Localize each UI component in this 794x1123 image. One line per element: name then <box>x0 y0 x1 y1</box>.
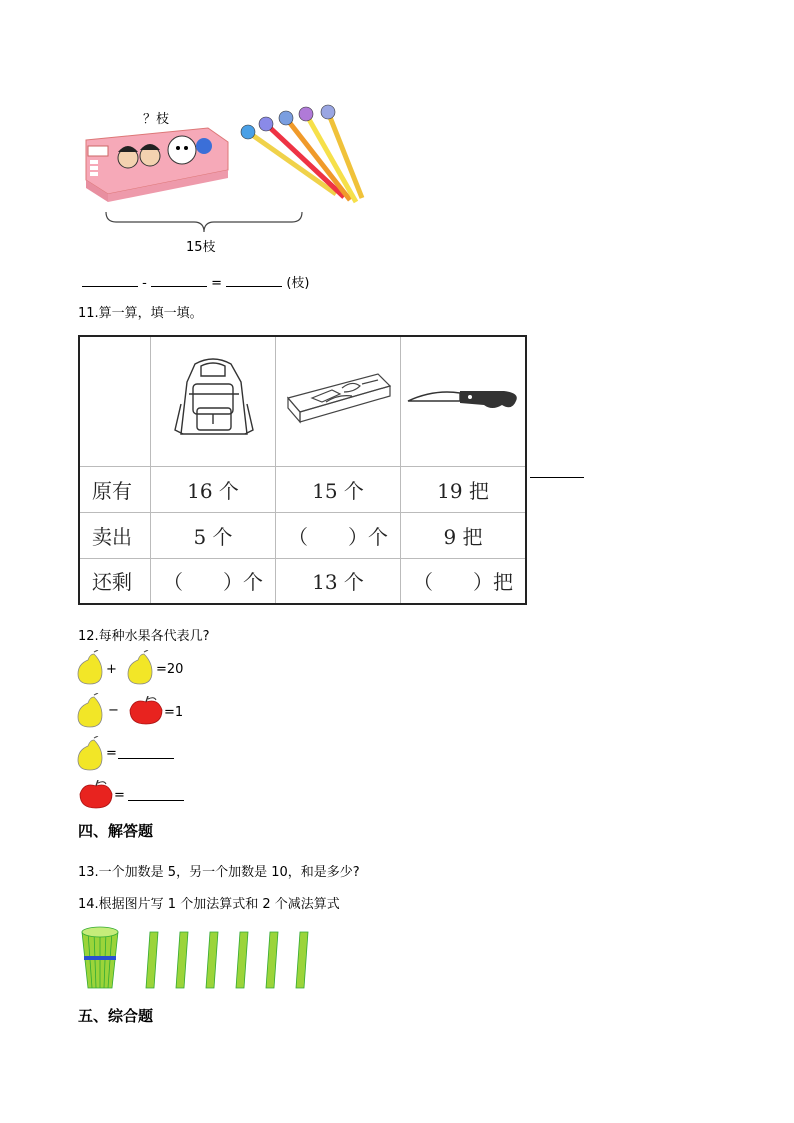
pencil-box-cell <box>276 336 401 466</box>
cell-remaining-pencilbox: 13 个 <box>276 558 401 604</box>
pear-icon <box>76 693 106 729</box>
total-brace <box>104 210 304 236</box>
answer-blank-3[interactable] <box>226 274 282 287</box>
cell-sold-pencilbox[interactable]: （ ）个 <box>276 512 401 558</box>
knife-icon <box>404 379 522 419</box>
backpack-icon <box>171 354 255 444</box>
stick-bundle-icon <box>82 927 118 988</box>
backpack-cell <box>151 336 276 466</box>
row-label-remaining: 还剩 <box>79 558 151 604</box>
equals-sign: = <box>211 276 223 291</box>
section-5-heading: 五、综合题 <box>78 1007 154 1025</box>
equals-sign: = <box>106 746 117 761</box>
corner-cell <box>79 336 151 466</box>
total-count-label: 15枝 <box>186 240 216 255</box>
pencil-case-image <box>78 122 238 206</box>
question-count-label: ？枝 <box>143 112 170 127</box>
pear-icon <box>76 736 106 772</box>
side-answer-line[interactable] <box>530 477 584 478</box>
pencils-image <box>236 102 366 212</box>
pear-answer-blank[interactable] <box>118 758 174 759</box>
pear-icon <box>126 650 156 686</box>
sales-table <box>78 335 527 605</box>
problem-14-text: 14.根据图片写 1 个加法算式和 2 个减法算式 <box>78 897 340 912</box>
apple-icon <box>128 696 164 726</box>
cell-original-knife: 19 把 <box>401 466 527 512</box>
apple-answer-blank[interactable] <box>128 800 184 801</box>
row-label-sold: 卖出 <box>79 512 151 558</box>
equation-line-10 <box>82 272 309 291</box>
section-4-heading: 四、解答题 <box>78 822 154 840</box>
cell-original-pencilbox: 15 个 <box>276 466 401 512</box>
answer-blank-1[interactable] <box>82 274 138 287</box>
sticks-image <box>78 924 318 992</box>
line1-result: =20 <box>156 662 184 677</box>
cell-sold-backpack: 5 个 <box>151 512 276 558</box>
row-label-original: 原有 <box>79 466 151 512</box>
cell-remaining-backpack[interactable]: （ ）个 <box>151 558 276 604</box>
minus-sign: − <box>108 703 119 718</box>
knife-cell <box>401 336 527 466</box>
pencil-box-icon <box>282 364 394 434</box>
pear-icon <box>76 650 106 686</box>
apple-icon <box>78 780 114 810</box>
minus-sign: - <box>142 276 147 291</box>
cell-sold-knife: 9 把 <box>401 512 527 558</box>
equals-sign: = <box>114 788 125 803</box>
problem-13-text: 13.一个加数是 5，另一个加数是 10，和是多少? <box>78 865 360 880</box>
cell-original-backpack: 16 个 <box>151 466 276 512</box>
cell-remaining-knife[interactable]: （ ）把 <box>401 558 527 604</box>
problem-12-title: 12.每种水果各代表几? <box>78 629 210 644</box>
answer-blank-2[interactable] <box>151 274 207 287</box>
plus-sign: + <box>106 662 117 677</box>
line2-result: =1 <box>164 705 184 720</box>
problem-11-title: 11.算一算，填一填。 <box>78 306 203 321</box>
unit-label: (枝) <box>286 276 310 291</box>
